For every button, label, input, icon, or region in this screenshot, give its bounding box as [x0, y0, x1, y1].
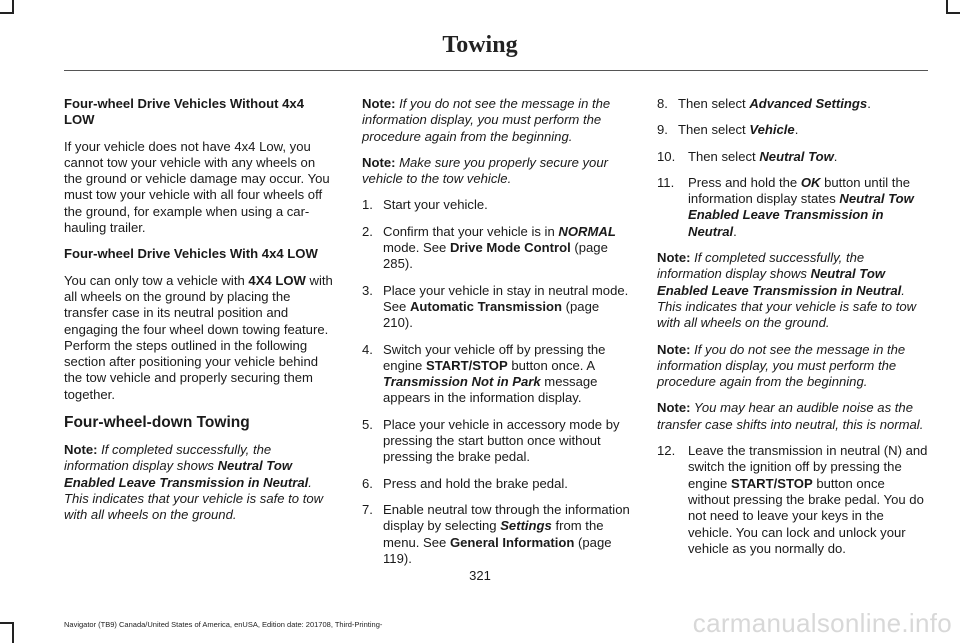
page-number: 321 [469, 568, 491, 583]
crop-mark-top-right-h [946, 12, 960, 14]
crop-mark-bottom-left-v [12, 622, 14, 643]
step-3: 3. Place your vehicle in stay in neutral mode. See Automatic Transmission (page 210). [362, 282, 629, 331]
column-left [64, 96, 336, 534]
crop-mark-top-left-h [0, 12, 14, 14]
note-message-missing-2: Note: If you do not see the message in the information display, you must perform the procedure again from the beginning. [657, 341, 906, 390]
step-8: 8. Then select Advanced Settings. [657, 96, 871, 111]
crop-mark-bottom-left-h [0, 622, 14, 624]
section-four-wheel-down-towing: Four-wheel-down Towing [64, 414, 250, 432]
note-secure-vehicle: Note: Make sure you properly secure your vehicle to the tow vehicle. [362, 154, 608, 187]
heading-with-4x4-low: Four-wheel Drive Vehicles With 4x4 LOW [64, 246, 318, 262]
note-completed: Note: If completed successfully, the information display shows Neutral Tow Enabled Leave Transmission in Neutral. This indicates that your vehicle is safe to tow with all wheels on the ground. [64, 442, 324, 523]
page-title: Towing [442, 32, 518, 58]
step-9: 9. Then select Vehicle. [657, 122, 799, 138]
watermark: carmanualsonline.info [692, 608, 952, 638]
step-5: 5. Place your vehicle in accessory mode by pressing the start button once without pressing the brake pedal. [362, 416, 620, 465]
link-general-information: General Information [449, 534, 575, 550]
step-10: 10. Then select Neutral Tow. [657, 148, 838, 164]
step-7: 7. Enable neutral tow through the information display by selecting Settings from the menu. See General Information (page 119). [362, 501, 630, 566]
heading-without-4x4-low: Four-wheel Drive Vehicles Without 4x4 LOW [64, 96, 304, 128]
column-middle [362, 96, 632, 577]
step-12: 12. Leave the transmission in neutral (N) and switch the ignition off by pressing the engine START/STOP button once without pressing the brake pedal. You do not need to leave your keys in the vehicle. You can lock and unlock your vehicle as you normally do. [657, 443, 928, 556]
step-11: 11. Press and hold the OK button until the information display states Neutral Tow Enabled Leave Transmission in Neutral. [657, 174, 914, 239]
step-6: 6. Press and hold the brake pedal. [362, 475, 568, 491]
link-drive-mode-control: Drive Mode Control [449, 240, 571, 256]
step-2: 2. Confirm that your vehicle is in NORMAL mode. See Drive Mode Control (page 285). [362, 223, 616, 272]
link-automatic-transmission: Automatic Transmission [409, 298, 563, 314]
header-rule [64, 70, 928, 71]
paragraph-without-4x4-low: If your vehicle does not have 4x4 Low, you cannot tow your vehicle with any wheels on the ground or vehicle damage may occur. You must tow your vehicle with all four wheels off the ground, for example when using a car-hauling trailer. [64, 138, 330, 236]
footer-edition-info: Navigator (TB9) Canada/United States of America, enUSA, Edition date: 201708, Third-Printing- [64, 620, 383, 629]
paragraph-with-4x4-low: You can only tow a vehicle with 4X4 LOW with all wheels on the ground by placing the transfer case in its neutral position and engaging the four wheel down towing feature. Perform the steps outlined in the following section after positioning your vehicle behind the tow vehicle and properly securing them together. [64, 272, 333, 402]
note-audible-noise: Note: You may hear an audible noise as the transfer case shifts into neutral, this is normal. [657, 400, 924, 432]
step-1: 1. Start your vehicle. [362, 197, 488, 213]
step-4: 4. Switch your vehicle off by pressing the engine START/STOP button once. A Transmission Not in Park message appears in the information display. [362, 341, 606, 406]
note-completed-2: Note: If completed successfully, the information display shows Neutral Tow Enabled Leave Transmission in Neutral. This indicates that your vehicle is safe to tow with all wheels on the ground. [657, 250, 917, 331]
column-right [657, 96, 929, 567]
note-message-missing: Note: If you do not see the message in the information display, you must perform the procedure again from the beginning. [362, 96, 611, 144]
